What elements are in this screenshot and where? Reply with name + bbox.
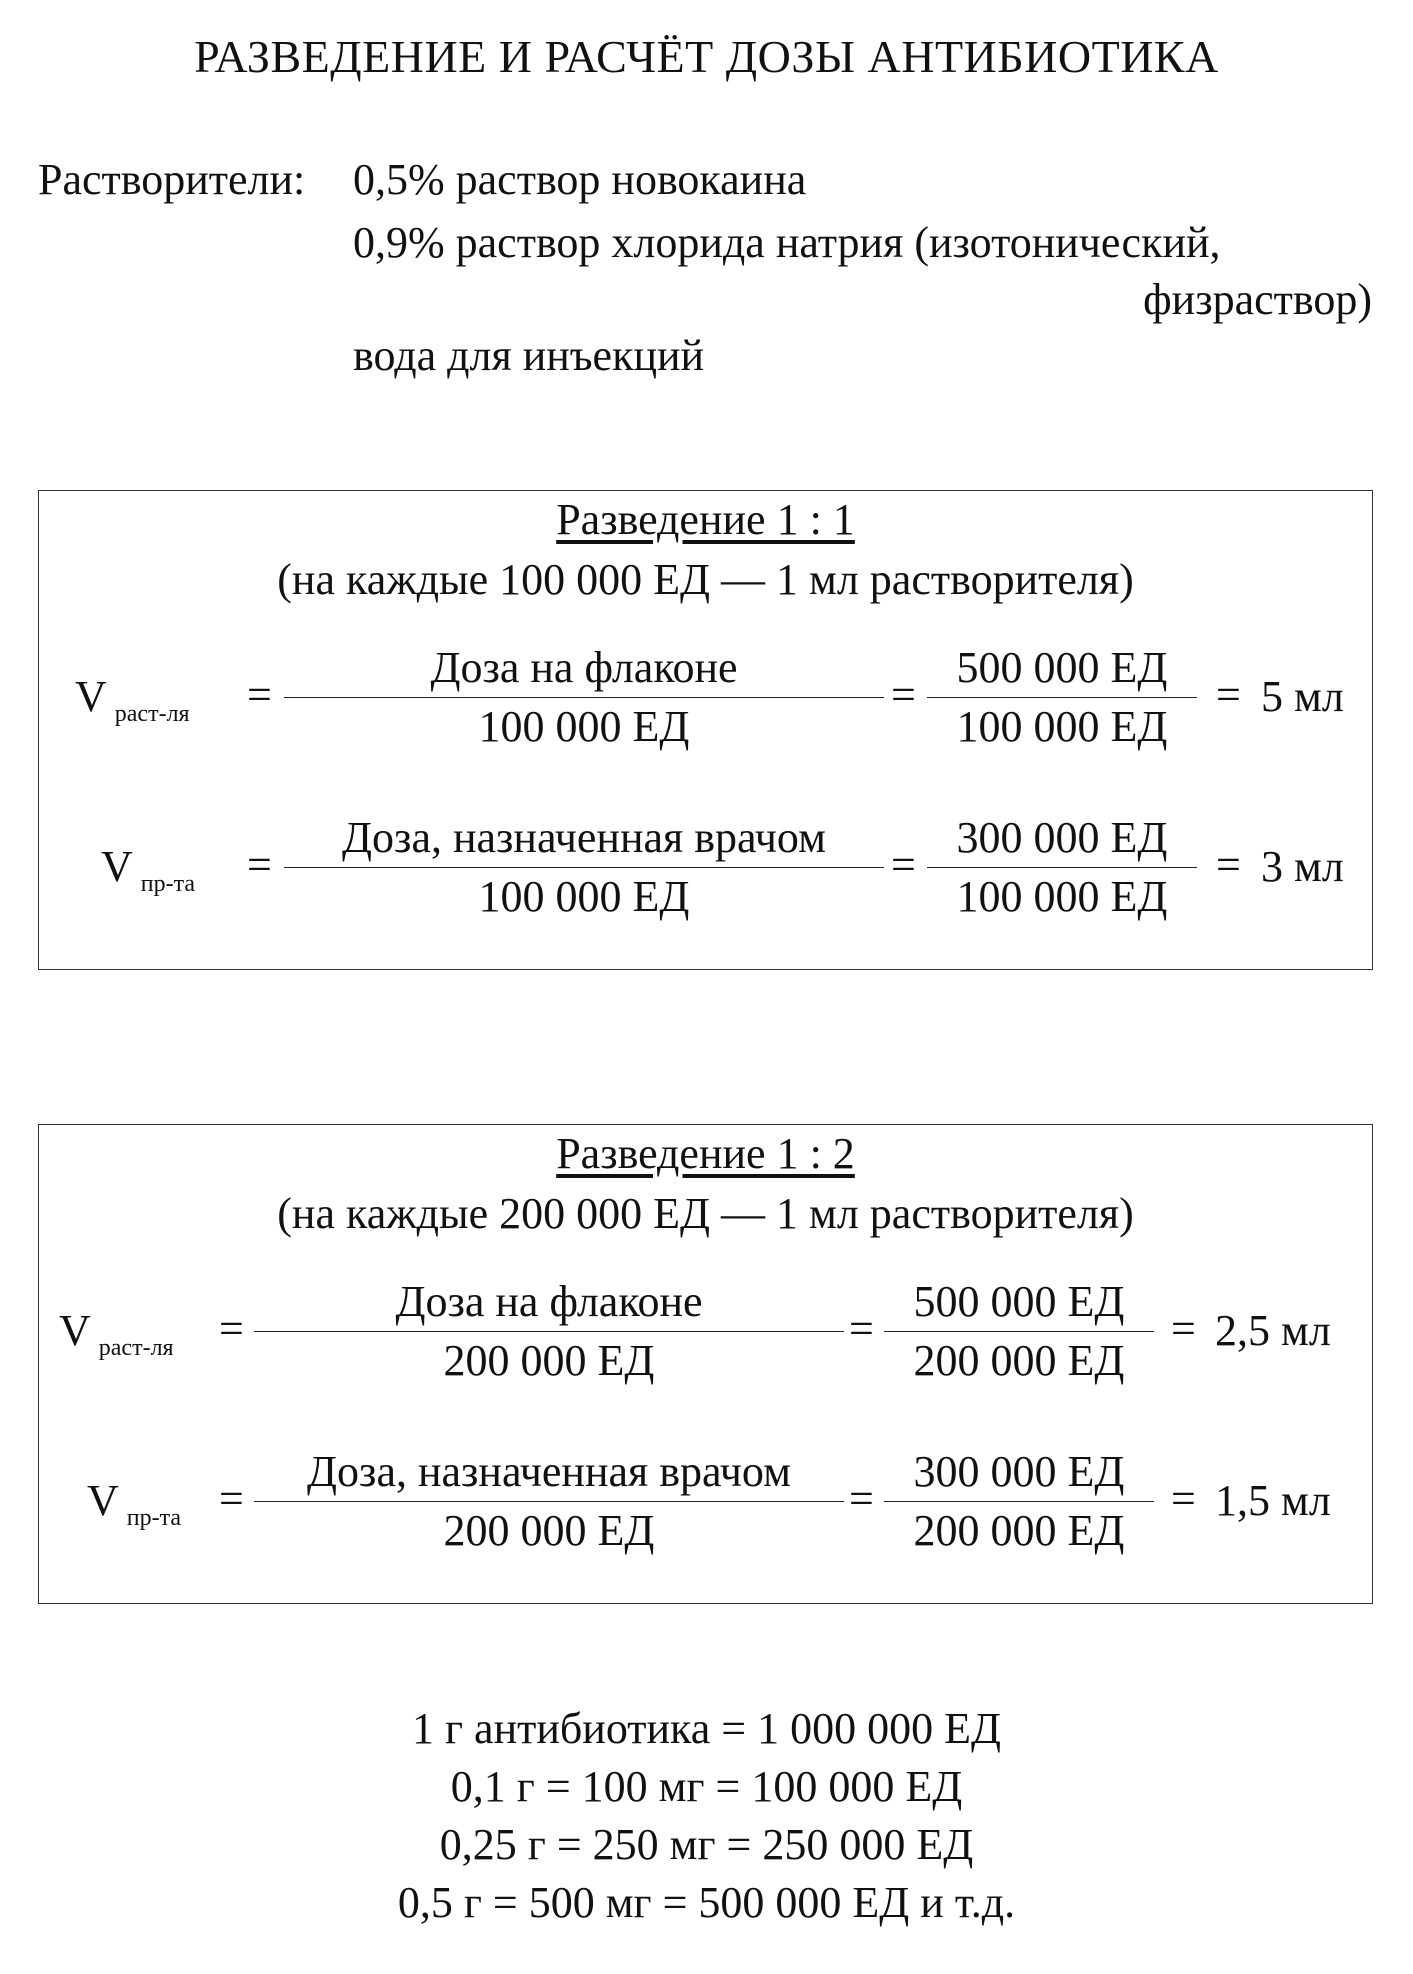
equals-sign: =: [219, 1474, 244, 1523]
fraction-values: [927, 811, 1197, 924]
fraction-numerator: 500 000 ЕД: [913, 1277, 1125, 1326]
fraction-bar: [884, 1331, 1154, 1332]
conversion-line: 0,5 г = 500 мг = 500 000 ЕД и т.д.: [397, 1878, 1016, 1927]
fraction-numerator: Доза на флаконе: [395, 1277, 703, 1326]
equals-sign: =: [1216, 670, 1241, 719]
dilution-box-1-1: [38, 490, 1373, 970]
equals-sign: =: [891, 840, 916, 889]
equals-sign: =: [247, 670, 272, 719]
equals-sign: =: [1171, 1304, 1196, 1353]
solvents-label: Растворители:: [38, 155, 306, 204]
formula-variable: V $_{раст-ля}$: [59, 1306, 174, 1361]
fraction-formula: [284, 641, 884, 754]
equals-sign: =: [247, 840, 272, 889]
fraction-numerator: 300 000 ЕД: [956, 813, 1168, 862]
page-title: РАЗВЕДЕНИЕ И РАСЧЁТ ДОЗЫ АНТИБИОТИКА: [194, 31, 1219, 82]
equals-sign: =: [219, 1304, 244, 1353]
conversion-line: 1 г антибиотика = 1 000 000 ЕД: [412, 1704, 1001, 1753]
fraction-denominator: 100 000 ЕД: [478, 872, 690, 921]
fraction-denominator: 200 000 ЕД: [443, 1506, 655, 1555]
fraction-bar: [884, 1501, 1154, 1502]
fraction-numerator: Доза, назначенная врачом: [307, 1447, 791, 1496]
fraction-numerator: Доза на флаконе: [430, 643, 738, 692]
equals-sign: =: [1216, 840, 1241, 889]
fraction-formula: [254, 1275, 844, 1388]
conversion-line: 0,25 г = 250 мг = 250 000 ЕД: [439, 1820, 974, 1869]
fraction-denominator: 200 000 ЕД: [913, 1506, 1125, 1555]
formula-row-solvent: [39, 1275, 1372, 1395]
fraction-formula: [254, 1445, 844, 1558]
fraction-values: [927, 641, 1197, 754]
fraction-numerator: 300 000 ЕД: [913, 1447, 1125, 1496]
solvent-saline-continuation: физраствор): [1143, 275, 1372, 324]
fraction-denominator: 200 000 ЕД: [443, 1336, 655, 1385]
fraction-denominator: 100 000 ЕД: [956, 702, 1168, 751]
result-value: 5 мл: [1261, 672, 1344, 721]
fraction-bar: [927, 697, 1197, 698]
fraction-bar: [254, 1501, 844, 1502]
fraction-bar: [927, 867, 1197, 868]
formula-row-drug: [39, 811, 1372, 931]
formula-variable: V $_{раст-ля}$: [75, 672, 190, 727]
equals-sign: =: [891, 670, 916, 719]
unit-conversions: [0, 1700, 1413, 1932]
conversion-line: 0,1 г = 100 мг = 100 000 ЕД: [450, 1762, 963, 1811]
fraction-denominator: 100 000 ЕД: [478, 702, 690, 751]
solvent-saline: 0,9% раствор хлорида натрия (изотонический,: [353, 218, 1221, 267]
formula-row-drug: [39, 1445, 1372, 1565]
solvent-novocaine: 0,5% раствор новокаина: [353, 155, 807, 204]
dilution-heading: Разведение 1 : 2: [556, 1129, 855, 1178]
fraction-denominator: 200 000 ЕД: [913, 1336, 1125, 1385]
fraction-values: [884, 1445, 1154, 1558]
fraction-denominator: 100 000 ЕД: [956, 872, 1168, 921]
fraction-formula: [284, 811, 884, 924]
fraction-bar: [284, 867, 884, 868]
result-value: 3 мл: [1261, 842, 1344, 891]
equals-sign: =: [1171, 1474, 1196, 1523]
formula-variable: V $_{пр-та}$: [87, 1476, 182, 1531]
dilution-box-1-2: [38, 1124, 1373, 1604]
fraction-numerator: Доза, назначенная врачом: [342, 813, 826, 862]
result-value: 2,5 мл: [1215, 1306, 1331, 1355]
dilution-subheading: (на каждые 100 000 ЕД — 1 мл растворителя): [277, 555, 1134, 604]
formula-variable: V $_{пр-та}$: [101, 842, 196, 897]
fraction-numerator: 500 000 ЕД: [956, 643, 1168, 692]
fraction-bar: [254, 1331, 844, 1332]
dilution-subheading: (на каждые 200 000 ЕД — 1 мл растворителя): [277, 1189, 1134, 1238]
solvent-water: вода для инъекций: [353, 331, 705, 380]
result-value: 1,5 мл: [1215, 1476, 1331, 1525]
fraction-values: [884, 1275, 1154, 1388]
equals-sign: =: [849, 1304, 874, 1353]
fraction-bar: [284, 697, 884, 698]
equals-sign: =: [849, 1474, 874, 1523]
formula-row-solvent: [39, 641, 1372, 761]
dilution-heading: Разведение 1 : 1: [556, 495, 855, 544]
